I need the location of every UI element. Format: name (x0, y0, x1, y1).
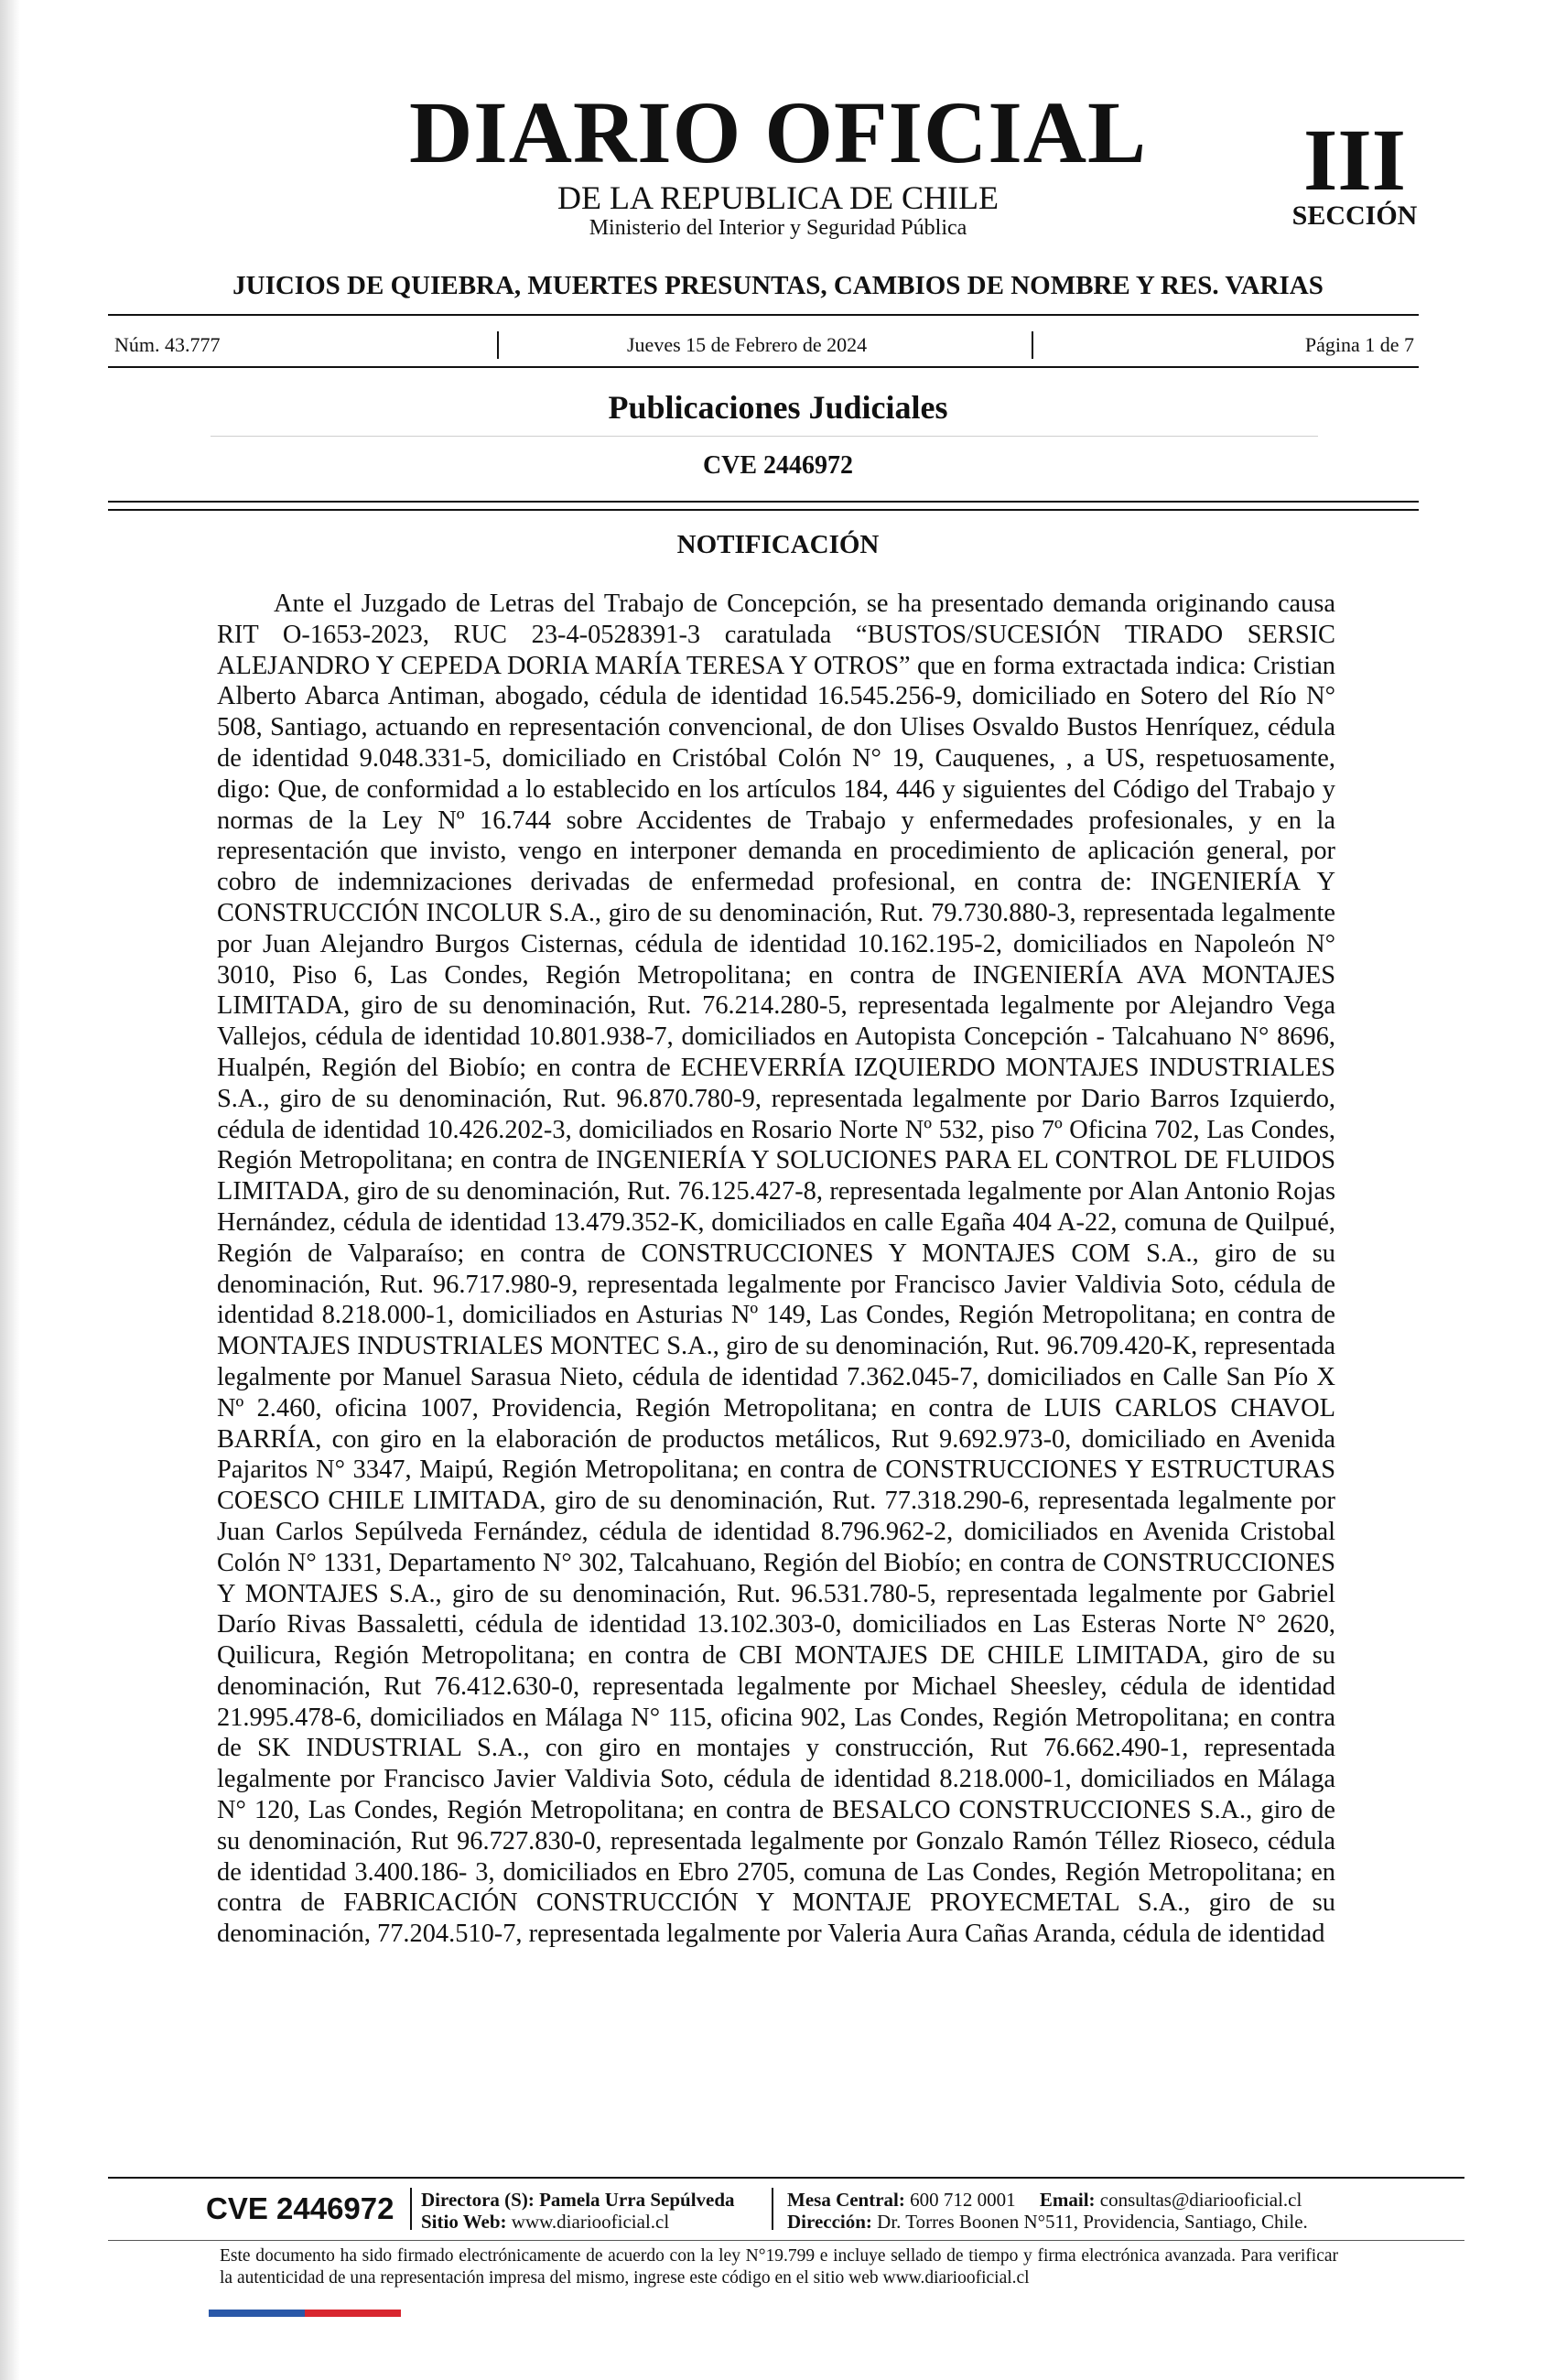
director-name: Pamela Urra Sepúlveda (539, 2189, 735, 2211)
flag-stripe (209, 2310, 401, 2317)
notice-title: NOTIFICACIÓN (676, 530, 880, 559)
email-link[interactable]: consultas@diariooficial.cl (1099, 2189, 1302, 2211)
footer-contact-block (787, 2189, 1308, 2233)
site-line (421, 2211, 735, 2233)
signature-disclaimer: Este documento ha sido firmado electrónicamente de acuerdo con la ley N°19.799 e incluye sellado de tiempo y firma electrónica avanzada. Para verificar la autenticidad de una representación impresa del mismo, ingrese este código en el sitio web www.diariooficial.cl (220, 2246, 1338, 2288)
category-title: JUICIOS DE QUIEBRA, MUERTES PRESUNTAS, CAMBIOS DE NOMBRE Y RES. VARIAS (232, 271, 1324, 300)
heading-underline (211, 436, 1318, 437)
newspaper-title: DIARIO OFICIAL (408, 83, 1148, 181)
footer-separator (410, 2188, 412, 2230)
section-marker (1277, 111, 1432, 231)
site-label: Sitio Web: (421, 2211, 507, 2233)
email-label: Email: (1039, 2189, 1096, 2211)
divider-double-2 (108, 509, 1419, 511)
section-number: III (1302, 111, 1407, 209)
footer-divider-thin (108, 2240, 1464, 2241)
page-footer (0, 2183, 1556, 2238)
issue-number: Núm. 43.777 (114, 333, 221, 356)
page-counter: Página 1 de 7 (1304, 333, 1414, 356)
page-edge-shadow (0, 0, 20, 2380)
director-line (421, 2189, 735, 2211)
divider-top (108, 314, 1419, 316)
newspaper-subtitle: DE LA REPUBLICA DE CHILE (557, 179, 999, 216)
address-value: Dr. Torres Boonen N°511, Providencia, Santiago, Chile. (877, 2211, 1308, 2233)
site-link[interactable]: www.diariooficial.cl (511, 2211, 670, 2233)
footer-divider (108, 2177, 1464, 2179)
cve-code: CVE 2446972 (702, 451, 854, 480)
footer-cve-code: CVE 2446972 (206, 2191, 394, 2225)
flag-stripe-blue (209, 2310, 305, 2317)
issue-date: Jueves 15 de Febrero de 2024 (627, 333, 868, 356)
footer-separator (772, 2188, 773, 2230)
address-line (787, 2211, 1308, 2233)
info-separator (497, 331, 499, 359)
phone-number: 600 712 0001 (910, 2189, 1016, 2211)
info-separator (1032, 331, 1033, 359)
section-heading: Publicaciones Judiciales (608, 389, 948, 426)
contact-line (787, 2189, 1308, 2211)
section-label: SECCIÓN (1291, 200, 1418, 231)
notice-body: Ante el Juzgado de Letras del Trabajo de Concepción, se ha presentado demanda originando causa RIT O-1653-2023, RUC 23-4-0528391-3 caratulada “BUSTOS/SUCESIÓN TIRADO SERSIC ALEJANDRO Y CEPEDA DORIA MARÍA TERESA Y OTROS” que en forma extractada indica: Cristian Alberto Abarca Antiman, abogado, cédula de identidad 16.545.256-9, domiciliado en Sotero del Río N° 508, Santiago, actuando en representación convencional, de don Ulises Osvaldo Bustos Henríquez, cédula de identidad 9.048.331-5, domiciliado en Cristóbal Colón N° 19, Cauquenes, , a US, respetuosamente, digo: Que, de conformidad a lo establecido en los artículos 184, 446 y siguientes del Código del Trabajo y normas de la Ley Nº 16.744 sobre Accidentes de Trabajo y enfermedades profesionales, y en la representación que invisto, vengo en interponer demanda en procedimiento de aplicación general, por cobro de indemnizaciones derivadas de enfermedad profesional, en contra de: INGENIERÍA Y CONSTRUCCIÓN INCOLUR S.A., giro de su denominación, Rut. 79.730.880-3, representada legalmente por Juan Alejandro Burgos Cisternas, cédula de identidad 10.162.195-2, domiciliados en Napoleón N° 3010, Piso 6, Las Condes, Región Metropolitana; en contra de INGENIERÍA AVA MONTAJES LIMITADA, giro de su denominación, Rut. 76.214.280-5, representada legalmente por Alejandro Vega Vallejos, cédula de identidad 10.801.938-7, domiciliados en Autopista Concepción - Talcahuano N° 8696, Hualpén, Región del Biobío; en contra de ECHEVERRÍA IZQUIERDO MONTAJES INDUSTRIALES S.A., giro de su denominación, Rut. 96.870.780-9, representada legalmente por Dario Barros Izquierdo, cédula de identidad 10.426.202-3, domiciliados en Rosario Norte Nº 532, piso 7º Oficina 702, Las Condes, Región Metropolitana; en contra de INGENIERÍA Y SOLUCIONES PARA EL CONTROL DE FLUIDOS LIMITADA, giro de su denominación, Rut. 76.125.427-8, representada legalmente por Alan Antonio Rojas Hernández, cédula de identidad 13.479.352-K, domiciliados en calle Egaña 404 A-22, comuna de Quilpué, Región de Valparaíso; en contra de CONSTRUCCIONES Y MONTAJES COM S.A., giro de su denominación, Rut. 96.717.980-9, representada legalmente por Francisco Javier Valdivia Soto, cédula de identidad 8.218.000-1, domiciliados en Asturias Nº 149, Las Condes, Región Metropolitana; en contra de MONTAJES INDUSTRIALES MONTEC S.A., giro de su denominación, Rut. 96.709.420-K, representada legalmente por Manuel Sarasua Nieto, cédula de identidad 7.362.045-7, domiciliados en Calle San Pío X Nº 2.460, oficina 1007, Providencia, Región Metropolitana; en contra de LUIS CARLOS CHAVOL BARRÍA, con giro en la elaboración de productos metálicos, Rut 9.692.973-0, domiciliado en Avenida Pajaritos N° 3347, Maipú, Región Metropolitana; en contra de CONSTRUCCIONES Y ESTRUCTURAS COESCO CHILE LIMITADA, giro de su denominación, Rut. 77.318.290-6, representada legalmente por Juan Carlos Sepúlveda Fernández, cédula de identidad 8.796.962-2, domiciliados en Avenida Cristobal Colón N° 1331, Departamento N° 302, Talcahuano, Región del Biobío; en contra de CONSTRUCCIONES Y MONTAJES S.A., giro de su denominación, Rut. 96.531.780-5, representada legalmente por Gabriel Darío Rivas Bassaletti, cédula de identidad 13.102.303-0, domiciliados en Las Esteras Norte N° 2620, Quilicura, Región Metropolitana; en contra de CBI MONTAJES DE CHILE LIMITADA, giro de su denominación, Rut 76.412.630-0, representada legalmente por Michael Sheesley, cédula de identidad 21.995.478-6, domiciliados en Málaga N° 115, oficina 902, Las Condes, Región Metropolitana; en contra de SK INDUSTRIAL S.A., con giro en montajes y construcción, Rut 76.662.490-1, representada legalmente por Francisco Javier Valdivia Soto, cédula de identidad 8.218.000-1, domiciliados en Málaga N° 120, Las Condes, Región Metropolitana; en contra de BESALCO CONSTRUCCIONES S.A., giro de su denominación, Rut 96.727.830-0, representada legalmente por Gonzalo Ramón Téllez Rioseco, cédula de identidad 3.400.186- 3, domiciliados en Ebro 2705, comuna de Las Condes, Región Metropolitana; en contra de FABRICACIÓN CONSTRUCCIÓN Y MONTAJE PROYECMETAL S.A., giro de su denominación, 77.204.510-7, representada legalmente por Valeria Aura Cañas Aranda, cédula de identidad (217, 590, 1335, 1949)
flag-stripe-red (305, 2310, 401, 2317)
footer-director-block (421, 2189, 735, 2233)
ministry-line: Ministerio del Interior y Seguridad Pública (589, 216, 967, 240)
phone-label: Mesa Central: (787, 2189, 905, 2211)
divider-under-info (108, 366, 1419, 368)
divider-double-1 (108, 501, 1419, 503)
address-label: Dirección: (787, 2211, 872, 2233)
director-label: Directora (S): (421, 2189, 535, 2211)
issue-info-bar (114, 331, 1414, 359)
